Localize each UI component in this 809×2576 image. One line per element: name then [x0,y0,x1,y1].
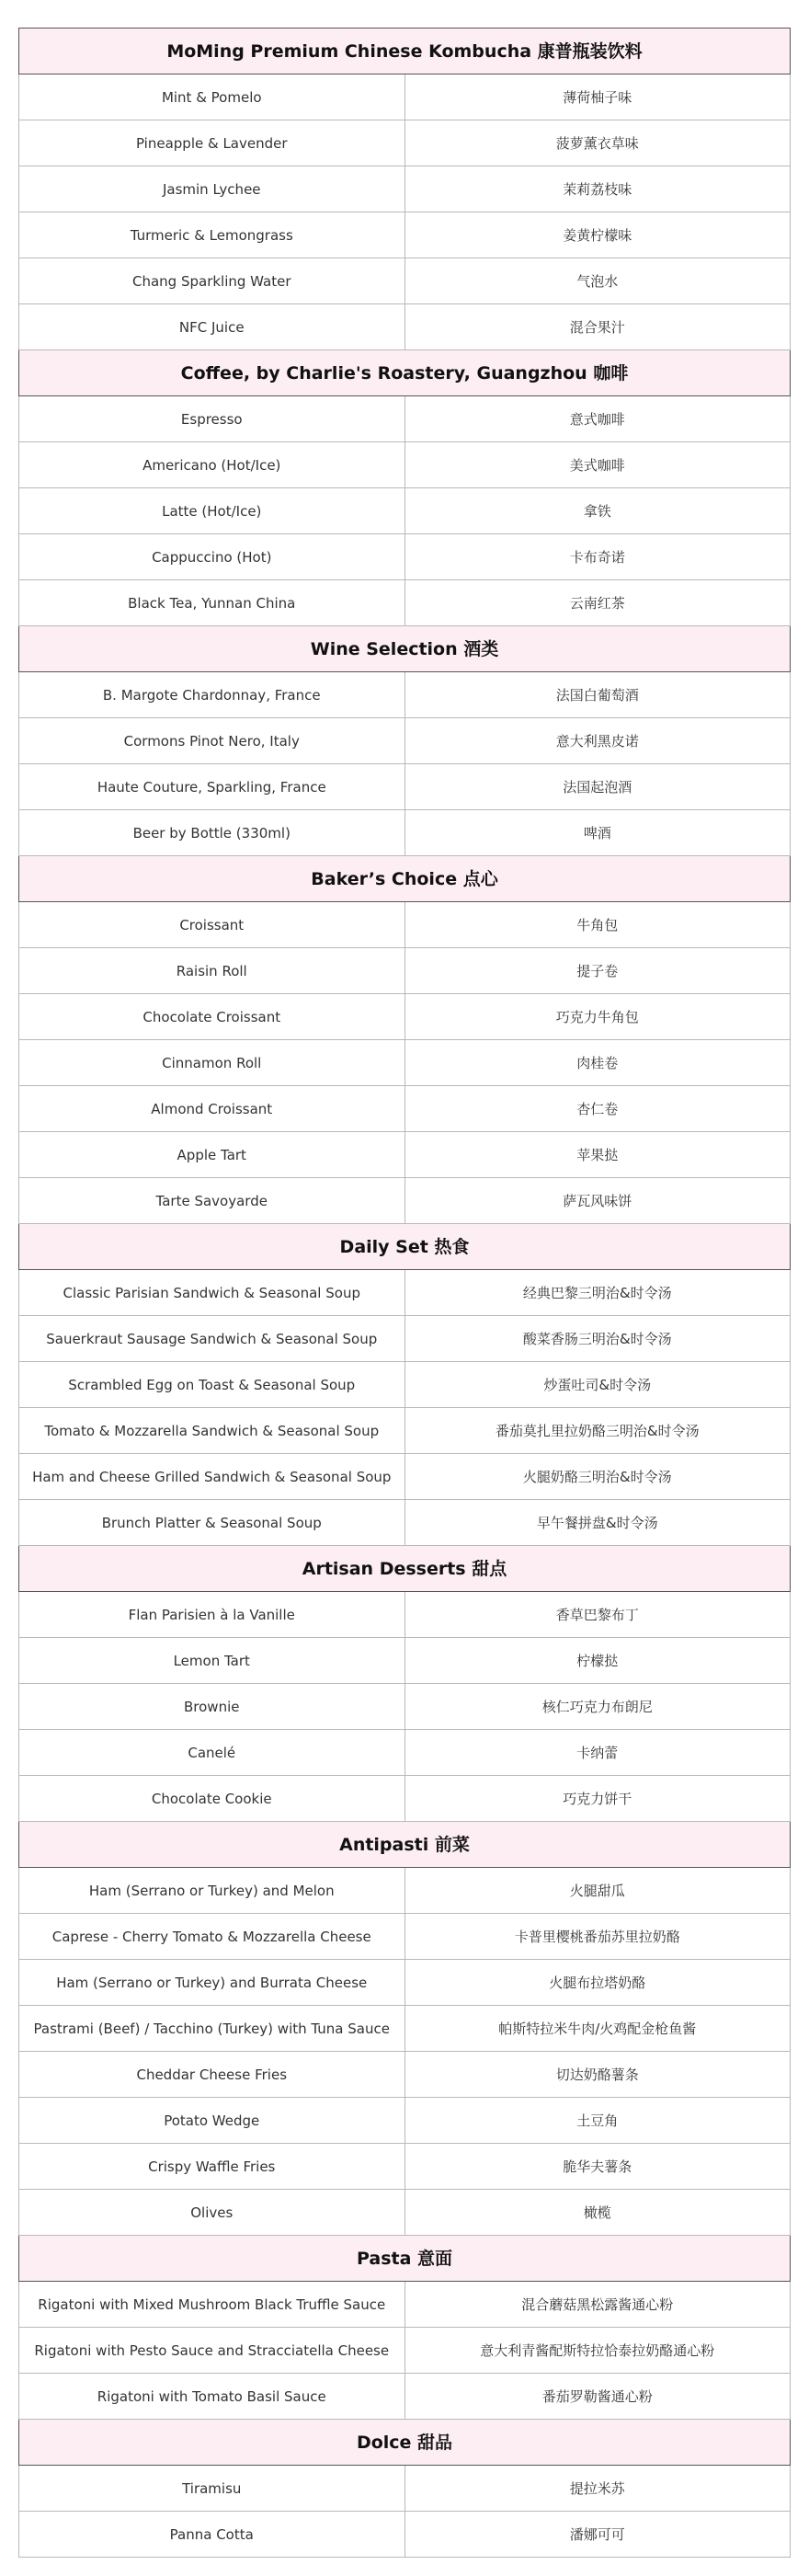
menu-item-row [19,1730,791,1776]
menu-item-name-zh: 混合蘑菇黑松露酱通心粉 [404,2282,791,2328]
menu-item-name-zh: 橄榄 [404,2190,791,2236]
section-title: MoMing Premium Chinese Kombucha 康普瓶装饮料 [19,29,791,74]
section-title: Pasta 意面 [19,2236,791,2282]
menu-item-row [19,1362,791,1408]
menu-item-name-en: Caprese - Cherry Tomato & Mozzarella Cheese [19,1914,405,1960]
menu-item-name-zh: 经典巴黎三明治&时令汤 [404,1270,791,1316]
menu-item-name-en: Scrambled Egg on Toast & Seasonal Soup [19,1362,405,1408]
menu-item-name-en: Tarte Savoyarde [19,1178,405,1224]
menu-item-name-en: Espresso [19,396,405,442]
menu-item-name-zh: 拿铁 [404,488,791,534]
menu-item-row [19,1132,791,1178]
menu-item-name-en: Ham (Serrano or Turkey) and Melon [19,1868,405,1914]
section-title: Antipasti 前菜 [19,1822,791,1868]
menu-item-row [19,2466,791,2512]
menu-item-name-zh: 卡布奇诺 [404,534,791,580]
menu-item-row [19,1086,791,1132]
menu-item-name-en: Classic Parisian Sandwich & Seasonal Soup [19,1270,405,1316]
menu-item-row [19,718,791,764]
menu-item-name-zh: 肉桂卷 [404,1040,791,1086]
section-title: Dolce 甜品 [19,2420,791,2466]
menu-item-name-en: Potato Wedge [19,2098,405,2144]
section-header-row [19,2420,791,2466]
menu-item-name-zh: 姜黄柠檬味 [404,212,791,258]
menu-item-name-en: Latte (Hot/Ice) [19,488,405,534]
menu-item-row [19,1040,791,1086]
menu-item-row [19,1316,791,1362]
menu-item-name-zh: 啤酒 [404,810,791,856]
menu-item-name-zh: 杏仁卷 [404,1086,791,1132]
menu-item-name-zh: 美式咖啡 [404,442,791,488]
menu-item-name-en: Raisin Roll [19,948,405,994]
menu-item-name-en: Ham and Cheese Grilled Sandwich & Seasonal Soup [19,1454,405,1500]
menu-item-name-en: Lemon Tart [19,1638,405,1684]
menu-item-name-zh: 牛角包 [404,902,791,948]
menu-item-name-zh: 薄荷柚子味 [404,74,791,120]
menu-item-name-en: Mint & Pomelo [19,74,405,120]
menu-item-name-en: Flan Parisien à la Vanille [19,1592,405,1638]
menu-item-name-en: Turmeric & Lemongrass [19,212,405,258]
menu-item-name-zh: 气泡水 [404,258,791,304]
section-title: Wine Selection 酒类 [19,626,791,672]
menu-item-name-zh: 茉莉荔枝味 [404,166,791,212]
menu-item-name-en: Beer by Bottle (330ml) [19,810,405,856]
menu-item-name-zh: 早午餐拼盘&时令汤 [404,1500,791,1546]
menu-item-name-en: Panna Cotta [19,2512,405,2558]
menu-item-row [19,1270,791,1316]
menu-item-name-en: Rigatoni with Pesto Sauce and Stracciatella Cheese [19,2328,405,2374]
menu-item-name-zh: 萨瓦风味饼 [404,1178,791,1224]
menu-item-name-zh: 提子卷 [404,948,791,994]
menu-item-name-zh: 炒蛋吐司&时令汤 [404,1362,791,1408]
menu-item-name-zh: 法国起泡酒 [404,764,791,810]
menu-item-name-en: Pineapple & Lavender [19,120,405,166]
menu-item-name-en: Apple Tart [19,1132,405,1178]
menu-item-name-en: Haute Couture, Sparkling, France [19,764,405,810]
menu-item-name-en: Crispy Waffle Fries [19,2144,405,2190]
menu-item-name-zh: 火腿奶酪三明治&时令汤 [404,1454,791,1500]
menu-item-row [19,2328,791,2374]
menu-item-name-en: Olives [19,2190,405,2236]
menu-item-name-zh: 脆华夫薯条 [404,2144,791,2190]
menu-item-row [19,1592,791,1638]
menu-item-name-zh: 柠檬挞 [404,1638,791,1684]
menu-item-row [19,534,791,580]
section-title: Daily Set 热食 [19,1224,791,1270]
menu-item-row [19,2098,791,2144]
menu-item-name-en: Sauerkraut Sausage Sandwich & Seasonal Soup [19,1316,405,1362]
menu-item-row [19,258,791,304]
menu-item-name-zh: 法国白葡萄酒 [404,672,791,718]
menu-item-row [19,948,791,994]
section-header-row [19,1224,791,1270]
menu-item-name-zh: 巧克力牛角包 [404,994,791,1040]
menu-item-name-en: B. Margote Chardonnay, France [19,672,405,718]
menu-item-name-en: Rigatoni with Tomato Basil Sauce [19,2374,405,2420]
menu-item-name-en: Chang Sparkling Water [19,258,405,304]
menu-item-name-zh: 苹果挞 [404,1132,791,1178]
menu-item-name-zh: 核仁巧克力布朗尼 [404,1684,791,1730]
menu-item-name-en: Tiramisu [19,2466,405,2512]
menu-item-name-en: Canelé [19,1730,405,1776]
section-title: Baker’s Choice 点心 [19,856,791,902]
menu-item-name-zh: 香草巴黎布丁 [404,1592,791,1638]
section-header-row [19,2236,791,2282]
menu-item-row [19,580,791,626]
menu-item-name-zh: 火腿甜瓜 [404,1868,791,1914]
menu-item-name-en: NFC Juice [19,304,405,350]
section-header-row [19,856,791,902]
menu-item-row [19,2512,791,2558]
menu-item-name-zh: 酸菜香肠三明治&时令汤 [404,1316,791,1362]
menu-item-row [19,1868,791,1914]
menu-item-row [19,672,791,718]
menu-item-name-en: Americano (Hot/Ice) [19,442,405,488]
menu-item-row [19,2374,791,2420]
menu-item-name-en: Pastrami (Beef) / Tacchino (Turkey) with Tuna Sauce [19,2006,405,2052]
section-title: Coffee, by Charlie's Roastery, Guangzhou 咖啡 [19,350,791,396]
menu-item-row [19,74,791,120]
menu-item-name-zh: 混合果汁 [404,304,791,350]
menu-item-name-en: Rigatoni with Mixed Mushroom Black Truffle Sauce [19,2282,405,2328]
section-title: Artisan Desserts 甜点 [19,1546,791,1592]
menu-item-name-zh: 卡纳蕾 [404,1730,791,1776]
menu-item-row [19,166,791,212]
menu-item-name-en: Croissant [19,902,405,948]
menu-item-name-zh: 意大利青酱配斯特拉恰泰拉奶酪通心粉 [404,2328,791,2374]
menu-item-name-en: Chocolate Croissant [19,994,405,1040]
menu-item-row [19,1454,791,1500]
menu-item-name-zh: 帕斯特拉米牛肉/火鸡配金枪鱼酱 [404,2006,791,2052]
menu-item-row [19,1500,791,1546]
menu-item-name-en: Cinnamon Roll [19,1040,405,1086]
menu-item-name-zh: 火腿布拉塔奶酪 [404,1960,791,2006]
menu-item-name-en: Brunch Platter & Seasonal Soup [19,1500,405,1546]
menu-item-name-zh: 土豆角 [404,2098,791,2144]
menu-item-name-zh: 意大利黑皮诺 [404,718,791,764]
menu-item-name-en: Chocolate Cookie [19,1776,405,1822]
menu-table [18,28,791,2558]
menu-item-name-zh: 巧克力饼干 [404,1776,791,1822]
menu-item-name-en: Brownie [19,1684,405,1730]
menu-item-name-en: Cormons Pinot Nero, Italy [19,718,405,764]
menu-item-name-zh: 提拉米苏 [404,2466,791,2512]
menu-item-row [19,1178,791,1224]
menu-item-row [19,442,791,488]
menu-item-row [19,1408,791,1454]
menu-item-name-en: Cheddar Cheese Fries [19,2052,405,2098]
menu-item-row [19,994,791,1040]
section-header-row [19,626,791,672]
menu-item-row [19,488,791,534]
menu-item-row [19,810,791,856]
menu-item-row [19,304,791,350]
menu-item-row [19,902,791,948]
menu-item-name-zh: 意式咖啡 [404,396,791,442]
menu-body [19,29,791,2558]
menu-item-row [19,2006,791,2052]
menu-item-row [19,1684,791,1730]
menu-item-row [19,2282,791,2328]
menu-item-name-zh: 菠萝薰衣草味 [404,120,791,166]
menu-item-name-en: Cappuccino (Hot) [19,534,405,580]
menu-item-name-zh: 切达奶酪薯条 [404,2052,791,2098]
menu-item-row [19,396,791,442]
menu-item-row [19,2144,791,2190]
section-header-row [19,350,791,396]
menu-item-row [19,1638,791,1684]
section-header-row [19,1822,791,1868]
section-header-row [19,29,791,74]
menu-item-name-en: Ham (Serrano or Turkey) and Burrata Cheese [19,1960,405,2006]
menu-item-name-zh: 潘娜可可 [404,2512,791,2558]
menu-item-row [19,1960,791,2006]
section-header-row [19,1546,791,1592]
menu-item-row [19,120,791,166]
menu-item-name-zh: 云南红茶 [404,580,791,626]
menu-item-row [19,2190,791,2236]
menu-item-row [19,1914,791,1960]
menu-item-name-zh: 番茄罗勒酱通心粉 [404,2374,791,2420]
menu-item-name-zh: 番茄莫扎里拉奶酪三明治&时令汤 [404,1408,791,1454]
menu-item-row [19,1776,791,1822]
menu-item-name-en: Almond Croissant [19,1086,405,1132]
menu-item-name-en: Jasmin Lychee [19,166,405,212]
menu-item-name-zh: 卡普里樱桃番茄苏里拉奶酪 [404,1914,791,1960]
menu-item-name-en: Tomato & Mozzarella Sandwich & Seasonal Soup [19,1408,405,1454]
menu-item-row [19,2052,791,2098]
menu-item-row [19,764,791,810]
menu-item-row [19,212,791,258]
menu-item-name-en: Black Tea, Yunnan China [19,580,405,626]
